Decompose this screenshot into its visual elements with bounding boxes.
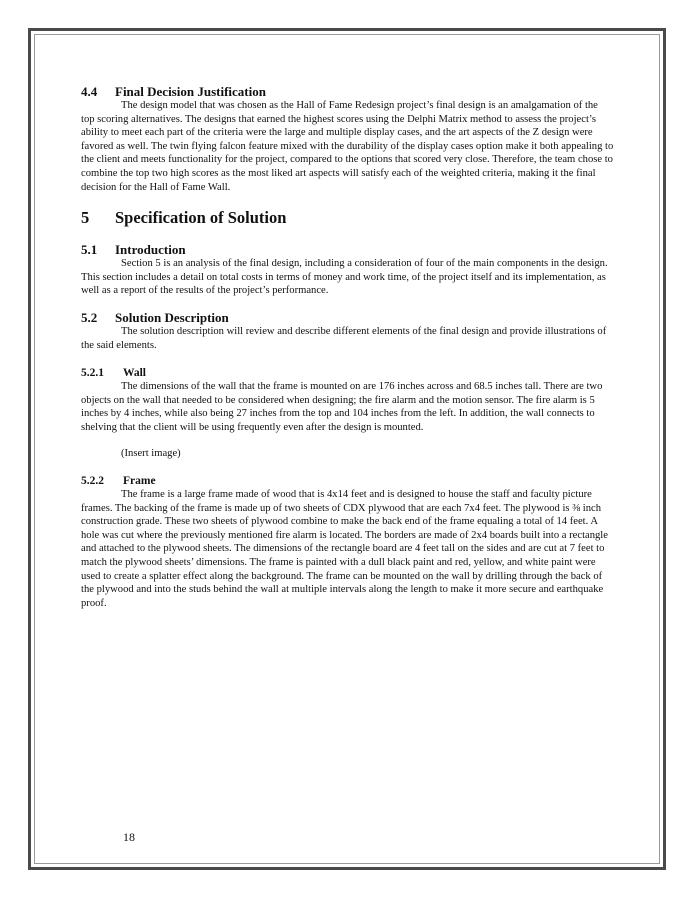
heading-5-2 [81, 310, 614, 325]
heading-title: Solution Description [115, 309, 229, 325]
document-body [81, 84, 614, 610]
heading-5 [81, 208, 614, 228]
heading-5-2-2 [81, 474, 614, 488]
heading-number: 5.2.2 [81, 475, 104, 488]
heading-title: Specification of Solution [115, 208, 287, 228]
heading-title: Introduction [115, 242, 186, 258]
heading-4-4 [81, 84, 614, 99]
heading-number: 4.4 [81, 84, 98, 99]
paragraph-solution-description: The solution description will review and describe different elements of the final design and provide illustrations of the said elements. [81, 325, 607, 351]
page-number: 18 [123, 830, 135, 844]
heading-number: 5.1 [81, 242, 98, 258]
paragraph-final-decision: The design model that was chosen as the Hall of Fame Redesign project’s final design is an amalgamation of the top scoring alternatives. The designs that earned the highest scores using the Delphi Matrix method to assess the project’s ability to meet each part of the criteria were the large and multiple display cases, and the art aspects of the Z design were favored as well. The twin flying falcon feature mixed with the durability of the display cases option make it both appealing to the client and meets functionality for the project, compared to the options that scored very close. Therefore, the team chose to combine the top two high scores as the most liked art aspects will satisfy each of the weighted criteria, making it the final decision for the Hall of Fame Wall. [81, 100, 614, 193]
paragraph-wall: The dimensions of the wall that the frame is mounted on are 176 inches across and 68.5 inches tall. There are two objects on the wall that needed to be considered when designing; the fire alarm and the motion sensor. The fire alarm is 5 inches by 4 inches, while also being 27 inches from the top and 104 inches from the left. In addition, the wall connects to shelving that the client will be using frequently even after the design is mounted. [81, 381, 603, 433]
paragraph-frame: The frame is a large frame made of wood that is 4x14 feet and is designed to house the staff and faculty picture frames. The backing of the frame is made up of two sheets of CDX plywood that are each 7x4 feet. The plywood is ⅜ inch construction grade. These two sheets of plywood combine to make the back end of the frame equaling a total of 14 feet. A hole was cut where the previously mentioned fire alarm is located. The borders are made of 2x4 boards built into a rectangle and attached to the plywood sheets. The dimensions of the rectangle board are 4 feet tall on the sides and are cut at 7 feet to match the plywood sheets’ dimensions. The frame is painted with a dull black paint and red, yellow, and white paint were used to create a splatter effect along the background. The frame can be mounted on the wall by drilling through the back of the plywood and into the studs behind the wall at multiple intervals along the length to make it more secure and earthquake proof. [81, 489, 608, 609]
heading-number: 5 [81, 208, 90, 228]
heading-number: 5.2 [81, 309, 98, 325]
image-placeholder-text: (Insert image) [121, 447, 181, 459]
heading-5-2-1 [81, 366, 614, 380]
heading-title: Final Decision Justification [115, 84, 266, 99]
heading-title: Frame [123, 475, 156, 488]
heading-number: 5.2.1 [81, 367, 104, 380]
heading-title: Wall [123, 367, 147, 380]
paragraph-introduction: Section 5 is an analysis of the final design, including a consideration of four of the main components in the design. This section includes a detail on total costs in terms of money and work time, of the project itself and its implementation, as well as a report of the results of the project’s performance. [81, 258, 608, 297]
heading-5-1 [81, 242, 614, 257]
